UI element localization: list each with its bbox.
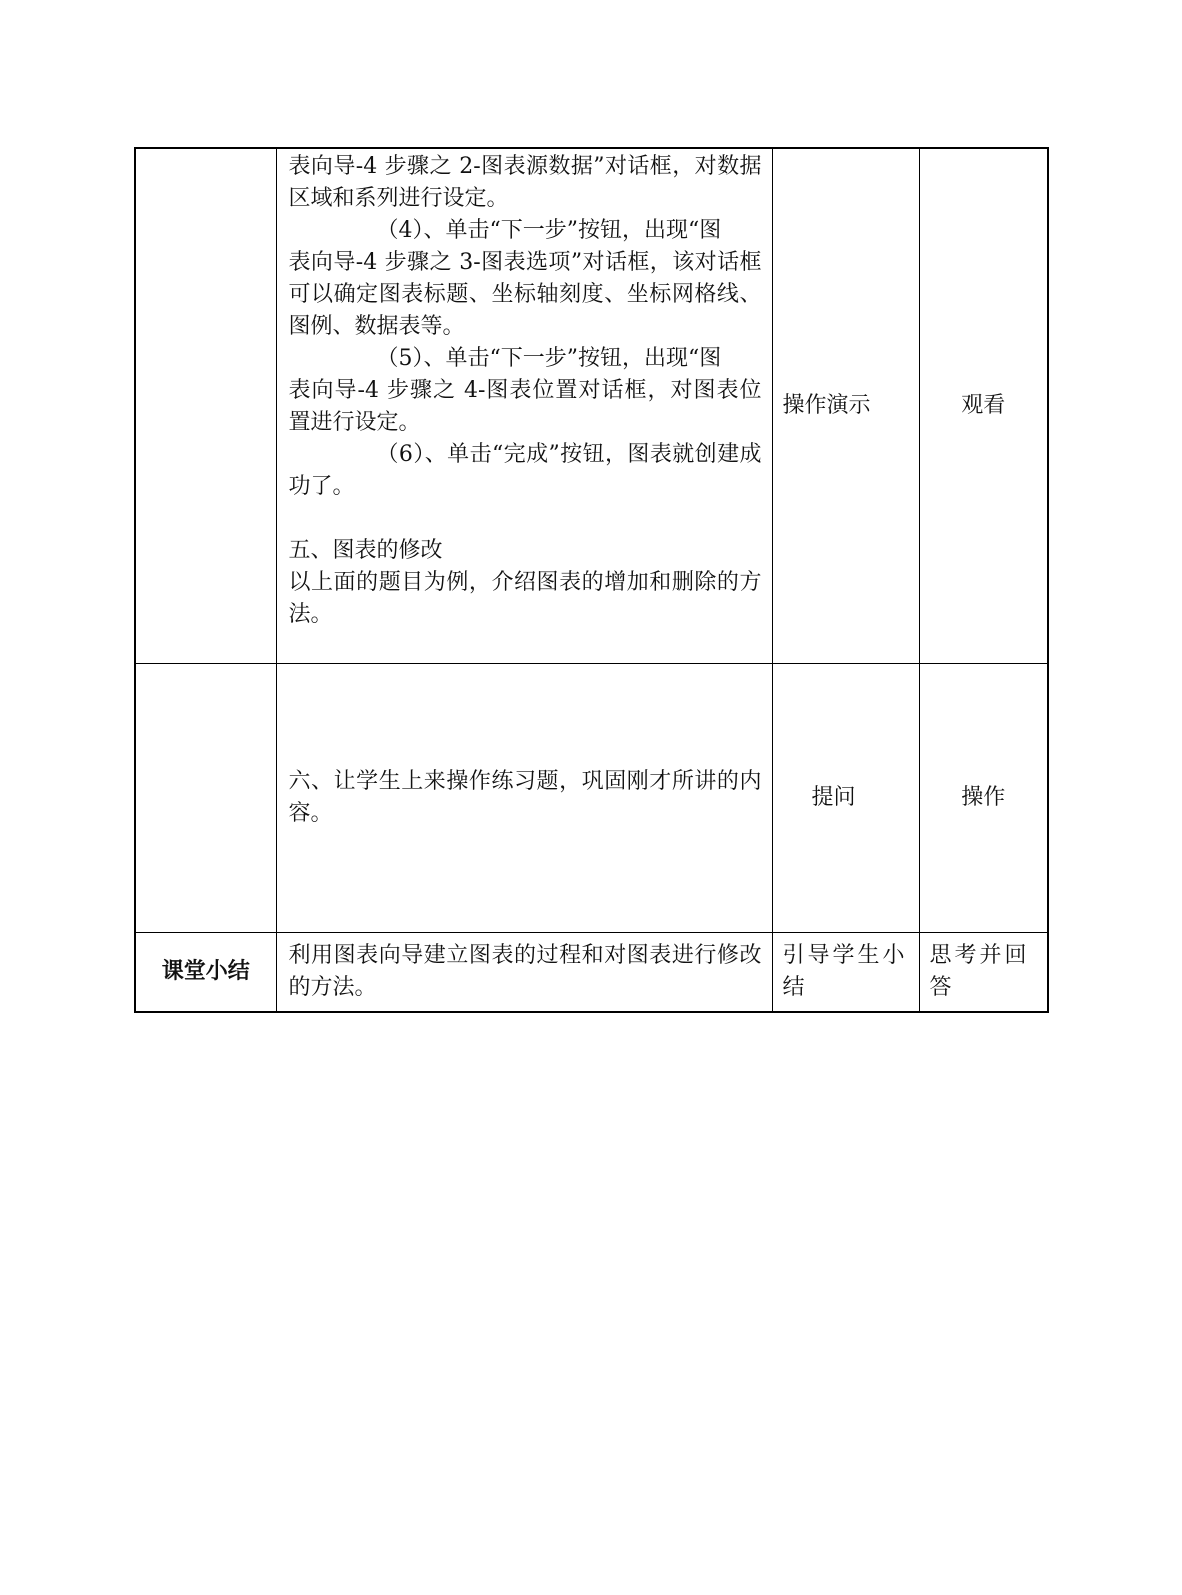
content-paragraph: （4）、单击“下一步”按钮，出现“图 — [376, 218, 722, 243]
content-cell — [276, 933, 772, 1013]
teacher-activity: 操作演示 — [772, 148, 919, 664]
content-paragraph: 以上面的题目为例，介绍图表的增加和删除的方法。 — [288, 570, 762, 627]
content-paragraph: 表向导-4 步骤之 2-图表源数据”对话框，对数据区域和系列进行设定。 — [288, 154, 762, 211]
content-paragraph: 六、让学生上来操作练习题，巩固刚才所讲的内容。 — [288, 769, 762, 826]
teacher-activity: 提问 — [772, 664, 919, 933]
content-paragraph: 表向导-4 步骤之 4-图表位置对话框，对图表位置进行设定。 — [288, 378, 762, 435]
student-activity: 观看 — [919, 148, 1048, 664]
table-row — [135, 933, 1048, 1013]
content-paragraph: （6）、单击“完成”按钮，图表就创建成功了。 — [288, 442, 762, 499]
content-cell — [276, 664, 772, 933]
student-activity: 思考并回答 — [919, 933, 1048, 1013]
stage-label — [135, 148, 276, 664]
stage-label — [135, 664, 276, 933]
lesson-plan-table — [134, 147, 1049, 1013]
table-row — [135, 664, 1048, 933]
section-heading: 五、图表的修改 — [288, 538, 443, 563]
content-paragraph: （5）、单击“下一步”按钮，出现“图 — [376, 346, 722, 371]
content-paragraph: 表向导-4 步骤之 3-图表选项”对话框，该对话框可以确定图表标题、坐标轴刻度、坐标网格线、图例、数据表等。 — [288, 250, 762, 339]
content-paragraph: 利用图表向导建立图表的过程和对图表进行修改的方法。 — [288, 943, 762, 1000]
stage-label: 课堂小结 — [135, 933, 276, 1013]
content-cell — [276, 148, 772, 664]
table-row — [135, 148, 1048, 664]
student-activity: 操作 — [919, 664, 1048, 933]
teacher-activity: 引导学生小结 — [772, 933, 919, 1013]
